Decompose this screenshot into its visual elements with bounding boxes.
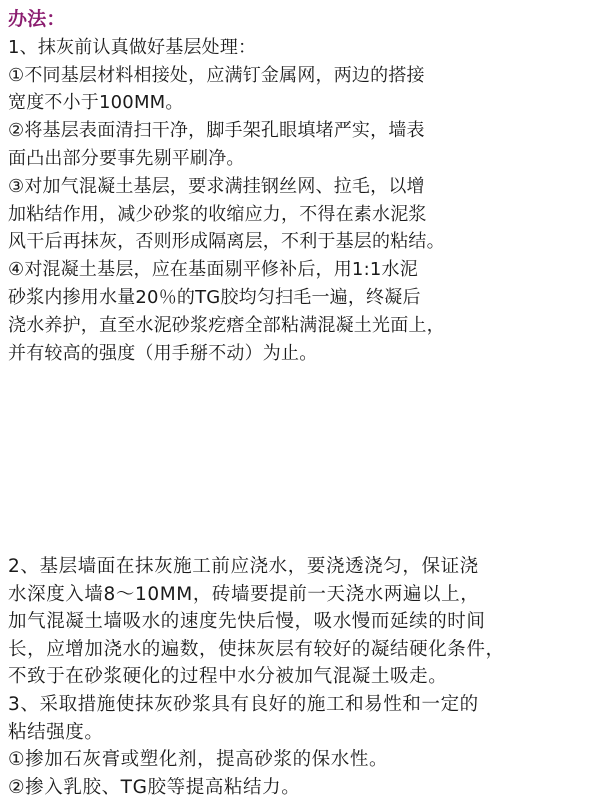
text-line: 宽度不小于100MM。 [8,92,184,114]
text-line: 加粘结作用，减少砂浆的收缩应力，不得在素水泥浆 [8,203,427,225]
text-line: 浇水养护，直至水泥砂浆疙瘩全部粘满混凝土光面上， [8,314,445,336]
text-line: 砂浆内掺用水量20％的TG胶均匀扫毛一遍，终凝后 [8,286,421,308]
text-line: 2、基层墙面在抹灰施工前应浇水，要浇透浇匀，保证浇 [8,556,479,577]
text-line: 粘结强度。 [8,721,104,743]
document-bottom-section [8,553,505,801]
text-line: ①不同基层材料相接处，应满钉金属网，两边的搭接 [8,64,425,86]
document-heading: 办法： [8,8,66,30]
text-line: 长，应增加浇水的遍数，使抹灰层有较好的凝结硬化条件， [8,638,505,660]
text-line: 加气混凝土墙吸水的速度先快后慢，吸水慢而延续的时间 [8,611,486,633]
text-line: ④对混凝土基层，应在基面剔平修补后，用1:1水泥 [8,259,418,281]
text-line: ②将基层表面清扫干净，脚手架孔眼填堵严实，墙表 [8,120,425,142]
text-line: 面凸出部分要事先剔平刷净。 [8,147,245,169]
text-line: 风干后再抹灰，否则形成隔离层，不利于基层的粘结。 [8,231,445,253]
document-top-section [8,6,445,367]
text-line: 不致于在砂浆硬化的过程中水分被加气混凝土吸走。 [8,666,448,688]
text-line: ③对加气混凝土基层，要求满挂钢丝网、拉毛，以增 [8,175,425,197]
text-line: ②掺入乳胶、TG胶等提高粘结力。 [8,776,301,798]
text-line: ①掺加石灰膏或塑化剂，提高砂浆的保水性。 [8,749,389,771]
text-line: 并有较高的强度（用手掰不动）为止。 [8,342,318,364]
text-line: 水深度入墙8～10MM，砖墙要提前一天浇水两遍以上， [8,583,480,605]
text-line: 3、采取措施使抹灰砂浆具有良好的施工和易性和一定的 [8,693,479,715]
text-line: 1、抹灰前认真做好基层处理： [8,36,257,58]
